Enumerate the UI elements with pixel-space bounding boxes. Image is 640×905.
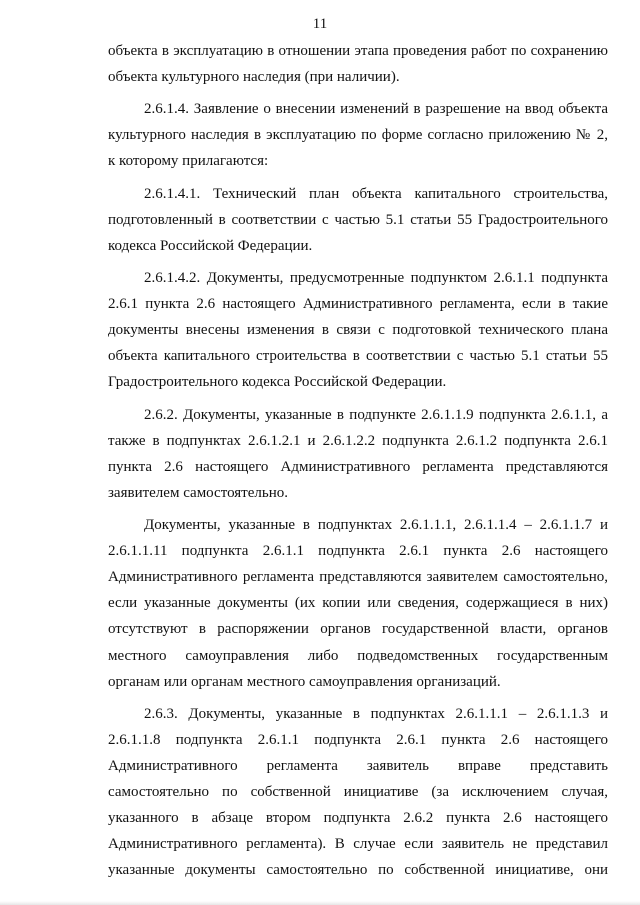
paragraph-2-6-1-4 xyxy=(108,96,608,174)
page-number: 11 xyxy=(312,16,328,32)
text-line: культурного наследия в эксплуатацию по форме согласно приложению № 2, xyxy=(108,127,608,144)
text-line: 2.6.1.4.1. Технический план объекта капитального строительства, xyxy=(144,185,608,202)
text-line: 2.6.2. Документы, указанные в подпункте 2.6.1.1.9 подпункта 2.6.1.1, а xyxy=(144,406,608,423)
text-line: органам или органам местного самоуправления организаций. xyxy=(108,673,501,690)
text-line: объекта капитального строительства в соответствии с частью 5.1 статьи 55 xyxy=(108,348,608,365)
text-line: документы внесены изменения в связи с подготовкой технического плана xyxy=(108,322,608,339)
text-line: Административного регламента представляются заявителем самостоятельно, xyxy=(108,569,608,586)
text-line: Документы, указанные в подпунктах 2.6.1.1.1, 2.6.1.1.4 – 2.6.1.1.7 и xyxy=(144,517,608,534)
paragraph-continuation xyxy=(108,38,608,90)
paragraph-2-6-2 xyxy=(108,402,608,506)
text-line: отсутствуют в распоряжении органов государственной власти, органов xyxy=(108,621,608,638)
body-text xyxy=(108,38,608,883)
text-line: 2.6.1 пункта 2.6 настоящего Административного регламента, если в такие xyxy=(108,296,608,313)
text-line: самостоятельно по собственной инициативе (за исключением случая, xyxy=(108,784,608,801)
paragraph-2-6-3 xyxy=(108,701,608,884)
text-line: к которому прилагаются: xyxy=(108,153,269,170)
text-line: указанные документы самостоятельно по собственной инициативе, они xyxy=(108,862,608,879)
text-line: Градостроительного кодекса Российской Федерации. xyxy=(108,374,447,391)
paragraph-2-6-1-4-1 xyxy=(108,181,608,259)
text-line: кодекса Российской Федерации. xyxy=(108,237,313,254)
text-line: подготовленный в соответствии с частью 5.1 статьи 55 Градостроительного xyxy=(108,211,608,228)
text-line: Административного регламента заявитель вправе представить xyxy=(108,758,608,774)
text-line: объекта в эксплуатацию в отношении этапа проведения работ по сохранению xyxy=(108,43,608,59)
text-line: 2.6.1.4. Заявление о внесении изменений в разрешение на ввод объекта xyxy=(144,101,608,118)
text-line: Административного регламента). В случае если заявитель не представил xyxy=(108,836,608,853)
text-line: пункта 2.6 настоящего Административного регламента представляются xyxy=(108,458,608,475)
text-line: если указанные документы (их копии или сведения, содержащиеся в них) xyxy=(108,595,608,612)
text-line: объекта культурного наследия (при наличии). xyxy=(108,69,400,86)
text-line: местного самоуправления либо подведомственных государственным xyxy=(108,647,608,664)
text-line: также в подпунктах 2.6.1.2.1 и 2.6.1.2.2 подпункта 2.6.1.2 подпункта 2.6.1 xyxy=(108,432,608,449)
paragraph-documents xyxy=(108,512,608,695)
text-line: 2.6.1.1.11 подпункта 2.6.1.1 подпункта 2.6.1 пункта 2.6 настоящего xyxy=(108,543,608,560)
page-bottom-edge xyxy=(0,901,640,905)
text-line: указанного в абзаце втором подпункта 2.6.2 пункта 2.6 настоящего xyxy=(108,810,608,827)
paragraph-2-6-1-4-2 xyxy=(108,265,608,395)
text-line: 2.6.1.1.8 подпункта 2.6.1.1 подпункта 2.6.1 пункта 2.6 настоящего xyxy=(108,731,608,748)
text-line: 2.6.3. Документы, указанные в подпунктах 2.6.1.1.1 – 2.6.1.1.3 и xyxy=(144,705,608,722)
text-line: 2.6.1.4.2. Документы, предусмотренные подпунктом 2.6.1.1 подпункта xyxy=(144,270,608,287)
text-line: заявителем самостоятельно. xyxy=(108,484,288,501)
